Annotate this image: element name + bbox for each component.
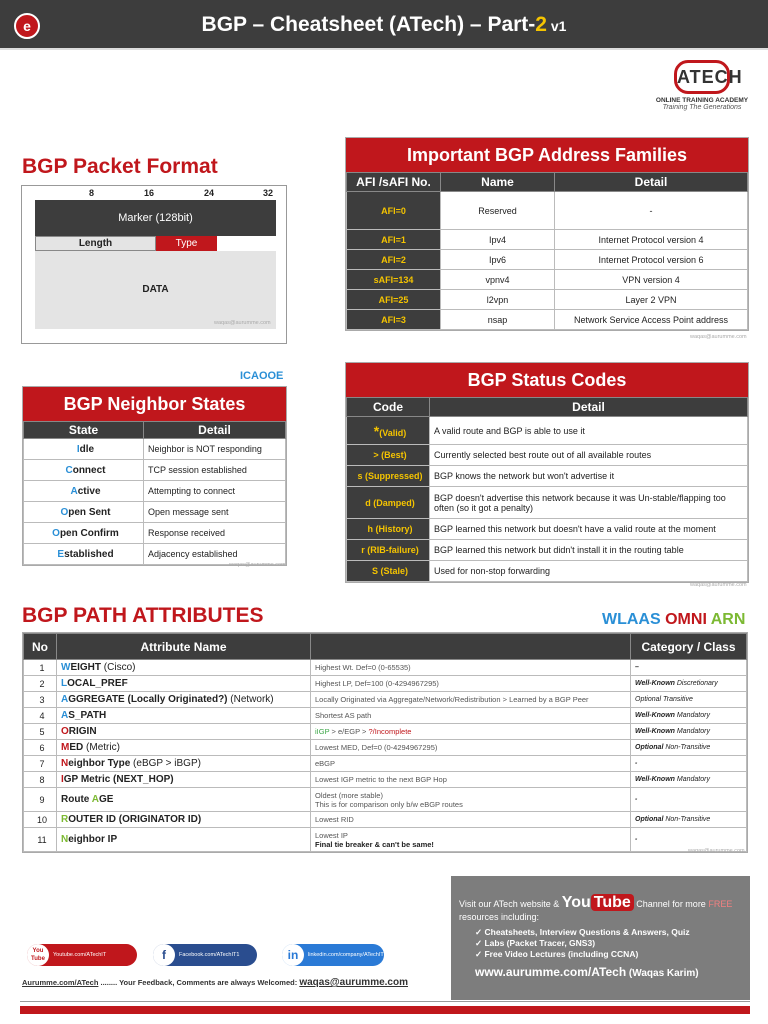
af-cell: AFI=25 [347,290,441,310]
path-attributes-title: BGP PATH ATTRIBUTES [22,604,264,627]
pa-row [24,692,747,708]
footer-email-link[interactable]: waqas@aurumme.com [299,977,408,988]
pa-no: 6 [24,740,57,756]
pa-desc: Locally Originated via Aggregate/Network/Redistribution > Learned by a BGP Peer [311,692,631,708]
af-cell: vpnv4 [441,270,555,290]
sc-detail: Currently selected best route out of all available routes [430,445,748,466]
sc-header: Code [347,398,430,417]
sc-row [347,417,748,445]
pa-row [24,788,747,812]
pa-name: IGP Metric (NEXT_HOP) [57,772,311,788]
af-row [347,310,748,330]
ns-row [24,523,286,544]
pa-category: - [631,756,747,772]
pa-name: MED (Metric) [57,740,311,756]
pa-header: Attribute Name [57,634,311,660]
pa-row [24,724,747,740]
sc-row [347,487,748,519]
youtube-icon: You Tube [562,894,634,911]
linkedin-link[interactable]: in linkedin.com/company/ATechIT [282,944,384,966]
watermark: waqas@aurumme.com [690,334,747,340]
pa-category: Well-Known Mandatory [631,772,747,788]
ns-detail: Attempting to connect [144,481,286,502]
bit-label: 24 [204,188,215,198]
sc-detail: BGP learned this network but doesn't have a valid route at the moment [430,519,748,540]
sc-code: d (Damped) [347,487,430,519]
af-cell: AFI=3 [347,310,441,330]
promo-list [459,927,750,960]
af-header: AFI /sAFI No. [347,173,441,192]
ns-state: Open Confirm [24,523,144,544]
pa-name: Neighbor Type (eBGP > iBGP) [57,756,311,772]
af-row [347,270,748,290]
sc-row [347,445,748,466]
address-families-table [345,137,749,331]
facebook-icon: f [153,944,175,966]
af-header: Name [441,173,555,192]
ns-row [24,502,286,523]
pa-header: No [24,634,57,660]
af-row [347,290,748,310]
status-codes-table [345,362,749,583]
sc-row [347,540,748,561]
af-row [347,250,748,270]
af-header: Detail [555,173,748,192]
status-codes-title: BGP Status Codes [346,363,748,397]
pa-desc: Lowest IP Final tie breaker & can't be same! [311,828,631,852]
pa-row [24,828,747,852]
footer: Aurumme.com/ATech ........ Your Feedback, Comments are always Welcomed: waqas@aurumme.com [22,977,408,988]
pa-no: 1 [24,660,57,676]
marker-field: Marker (128bit) [35,200,276,236]
packet-format-diagram [21,185,287,344]
pa-name: Route AGE [57,788,311,812]
pa-name: Neighbor IP [57,828,311,852]
data-field: DATA [35,251,276,329]
watermark: waqas@aurumme.com [688,848,745,854]
promo-line: Visit our ATech website & You Tube Channel for more FREE [459,894,733,911]
sc-code: > (Best) [347,445,430,466]
pa-desc: Lowest MED, Def=0 (0-4294967295) [311,740,631,756]
ns-row [24,481,286,502]
af-cell: AFI=2 [347,250,441,270]
page-title: BGP – Cheatsheet (ATech) – Part-2 v1 [201,13,567,36]
pa-row [24,708,747,724]
pa-category: Optional Transitive [631,692,747,708]
promo-panel [451,876,750,1000]
pa-desc: Lowest IGP metric to the next BGP Hop [311,772,631,788]
neighbor-states-table [22,386,287,566]
ns-detail: Open message sent [144,502,286,523]
af-cell: Reserved [441,192,555,230]
sc-detail: BGP learned this network but didn't install it in the routing table [430,540,748,561]
af-cell: sAFI=134 [347,270,441,290]
af-cell: l2vpn [441,290,555,310]
pa-category: Optional Non-Transitive [631,812,747,828]
divider [20,1001,750,1002]
ns-state: Idle [24,439,144,460]
pa-no: 7 [24,756,57,772]
bit-label: 8 [89,188,95,198]
pa-category: Well-Known Mandatory [631,724,747,740]
pa-header: Category / Class [631,634,747,660]
ns-state: Established [24,544,144,565]
sc-code: *(Valid) [347,417,430,445]
pa-row [24,676,747,692]
pa-no: 3 [24,692,57,708]
ns-state: Active [24,481,144,502]
af-row [347,192,748,230]
neighbor-mnemonic: ICAOOE [240,370,284,382]
pa-category: Optional Non-Transitive [631,740,747,756]
af-cell: nsap [441,310,555,330]
promo-item: ✓ Cheatsheets, Interview Questions & Answers, Quiz [475,927,690,937]
pa-no: 2 [24,676,57,692]
promo-item: ✓ Labs (Packet Tracer, GNS3) [475,938,596,948]
sc-detail: Used for non-stop forwarding [430,561,748,582]
sc-code: s (Suppressed) [347,466,430,487]
pa-row [24,660,747,676]
af-cell: VPN version 4 [555,270,748,290]
length-field: Length [35,236,156,251]
ns-row [24,439,286,460]
pa-name: LOCAL_PREF [57,676,311,692]
af-cell: Internet Protocol version 4 [555,230,748,250]
af-cell: - [555,192,748,230]
pa-desc: eBGP [311,756,631,772]
header-bar [0,0,768,50]
pa-category: Well-Known Mandatory [631,708,747,724]
facebook-link[interactable]: f Facebook.com/ATechIT1 [153,944,257,966]
watermark: waqas@aurumme.com [229,562,286,568]
pa-no: 11 [24,828,57,852]
pa-row [24,772,747,788]
pa-name: WEIGHT (Cisco) [57,660,311,676]
pa-no: 8 [24,772,57,788]
brand-tagline: ONLINE TRAINING ACADEMY [655,97,749,104]
youtube-icon: You Tube [27,944,49,966]
brand-signature: Training The Generations [662,104,742,111]
sc-detail: A valid route and BGP is able to use it [430,417,748,445]
youtube-link[interactable]: You Tube Youtube.com/ATechIT [27,944,137,966]
af-cell: Layer 2 VPN [555,290,748,310]
sc-header: Detail [430,398,748,417]
pa-name: ROUTER ID (ORIGINATOR ID) [57,812,311,828]
pa-row [24,740,747,756]
brand-logo [652,60,752,120]
sc-code: h (History) [347,519,430,540]
pa-category: - [631,828,747,852]
ns-state: Connect [24,460,144,481]
promo-item: ✓ Free Video Lectures (including CCNA) [475,949,639,959]
bit-label: 32 [263,188,274,198]
af-cell: Network Service Access Point address [555,310,748,330]
type-field: Type [156,236,217,251]
pa-no: 5 [24,724,57,740]
pa-row [24,812,747,828]
pa-no: 9 [24,788,57,812]
sc-detail: BGP knows the network but won't advertise it [430,466,748,487]
path-attributes-mnemonic: WLAAS OMNI ARN [602,611,746,628]
pa-desc: Oldest (more stable) This is for comparison only b/w eBGP routes [311,788,631,812]
path-attributes-table [22,632,748,853]
ns-detail: Response received [144,523,286,544]
packet-format-title: BGP Packet Format [22,155,218,178]
pa-category: Well-Known Discretionary [631,676,747,692]
promo-site-link[interactable]: www.aurumme.com/ATech (Waqas Karim) [475,965,699,979]
address-families-title: Important BGP Address Families [346,138,748,172]
ns-row [24,460,286,481]
watermark: waqas@aurumme.com [214,320,271,326]
watermark: waqas@aurumme.com [690,582,747,588]
af-cell: AFI=1 [347,230,441,250]
sc-detail: BGP doesn't advertise this network because it was Un-stable/flapping too often (so it got a penalty) [430,487,748,519]
pa-no: 4 [24,708,57,724]
af-row [347,230,748,250]
pa-desc: Highest Wt. Def=0 (0-65535) [311,660,631,676]
sc-code: S (Stale) [347,561,430,582]
neighbor-states-title: BGP Neighbor States [23,387,286,421]
footer-site-link[interactable]: Aurumme.com/ATech [22,978,99,987]
pa-row [24,756,747,772]
ns-header: Detail [144,422,286,439]
pa-name: AS_PATH [57,708,311,724]
af-cell: AFI=0 [347,192,441,230]
ns-state: Open Sent [24,502,144,523]
pa-name: AGGREGATE (Locally Originated?) (Network) [57,692,311,708]
ns-header: State [24,422,144,439]
atech-logo-icon: e [14,13,40,39]
af-cell: Ipv6 [441,250,555,270]
pa-desc: iIGP > e/EGP > ?/Incomplete [311,724,631,740]
ns-detail: TCP session established [144,460,286,481]
sc-row [347,519,748,540]
pa-category: - [631,788,747,812]
footer-bar [20,1006,750,1014]
pa-desc: Lowest RID [311,812,631,828]
bit-label: 16 [144,188,155,198]
sc-code: r (RIB-failure) [347,540,430,561]
af-cell: Internet Protocol version 6 [555,250,748,270]
pa-name: ORIGIN [57,724,311,740]
pa-category: – [631,660,747,676]
pa-desc: Highest LP, Def=100 (0-4294967295) [311,676,631,692]
pa-header [311,634,631,660]
promo-line: resources including: [459,912,540,922]
atech-mark: ATECH [674,60,730,94]
pa-no: 10 [24,812,57,828]
sc-row [347,466,748,487]
sc-row [347,561,748,582]
pa-desc: Shortest AS path [311,708,631,724]
ns-detail: Adjacency established [144,544,286,565]
linkedin-icon: in [282,944,304,966]
af-cell: Ipv4 [441,230,555,250]
ns-detail: Neighbor is NOT responding [144,439,286,460]
